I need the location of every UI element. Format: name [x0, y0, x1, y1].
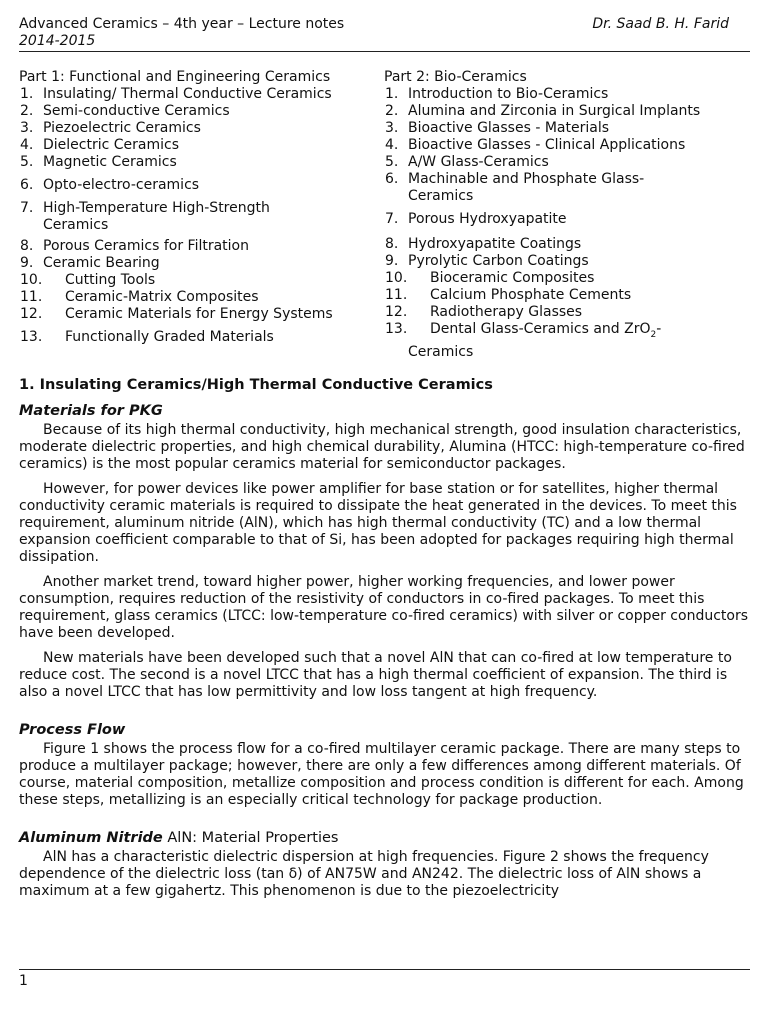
- list-item: [384, 120, 754, 137]
- toc-part2-list: [384, 86, 754, 361]
- list-item-number: 13.: [20, 329, 43, 345]
- list-item-label: Opto-electro-ceramics: [43, 177, 200, 193]
- list-item: [384, 270, 754, 287]
- list-item-label: Porous Hydroxyapatite: [408, 211, 567, 227]
- list-item-number: 3.: [20, 120, 34, 136]
- subsection-title-pkg: Materials for PKG: [19, 403, 163, 419]
- list-item-label: Magnetic Ceramics: [43, 154, 177, 170]
- list-item: [19, 154, 381, 171]
- list-item-number: 7.: [20, 200, 34, 216]
- list-item: [19, 289, 381, 306]
- list-item-label: Ceramic Bearing: [43, 255, 160, 271]
- list-item-subscript: 2: [650, 329, 657, 340]
- list-item: [19, 238, 381, 255]
- page-number: 1: [19, 973, 28, 989]
- list-item-label: Ceramic Materials for Energy Systems: [65, 306, 333, 322]
- paragraph: Because of its high thermal conductivity, high mechanical strength, good insulation characteristics, moderate dielectric properties, and high chemical durability, Alumina (HTCC: high-temperature co-fired ceramics) is the most popular ceramics material for semiconductor packages.: [19, 422, 745, 472]
- list-item-label-continued: Ceramics: [408, 343, 474, 360]
- list-item-label: Porous Ceramics for Filtration: [43, 238, 249, 254]
- list-item: [384, 321, 754, 361]
- list-item: [19, 103, 381, 120]
- list-item: [384, 253, 754, 270]
- list-item-label: Cutting Tools: [65, 272, 156, 288]
- list-item-label: Insulating/ Thermal Conductive Ceramics: [43, 86, 332, 102]
- list-item-number: 2.: [20, 103, 34, 119]
- list-item-number: 7.: [385, 211, 399, 227]
- footer-rule: [19, 969, 750, 970]
- subsection-title-process: Process Flow: [19, 722, 126, 738]
- spacer: [19, 709, 749, 721]
- paragraph: New materials have been developed such that a novel AlN that can co-fired at low temperature to reduce cost. The second is a novel LTCC that has a high thermal coefficient of expansion. The third is also a novel LTCC that has low permittivity and low loss tangent at high frequency.: [19, 650, 732, 700]
- list-item-label: Semi-conductive Ceramics: [43, 103, 230, 119]
- list-item: [384, 287, 754, 304]
- list-item: [19, 272, 381, 289]
- list-item-label: Pyrolytic Carbon Coatings: [408, 253, 589, 269]
- list-item-number: 4.: [20, 137, 34, 153]
- paragraph: Another market trend, toward higher power, higher working frequencies, and lower power consumption, requires reduction of the resistivity of conductors in co-fired packages. To meet this requirement, glass ceramics (LTCC: low-temperature co-fired ceramics) with silver or copper conductors have been developed.: [19, 574, 749, 641]
- list-item-number: 12.: [385, 304, 408, 320]
- toc-part1: [19, 69, 381, 346]
- list-item: [19, 137, 381, 154]
- list-item: [19, 200, 381, 234]
- subsection-title-aln-plain: AlN: Material Properties: [162, 830, 339, 846]
- list-item: [19, 255, 381, 272]
- list-item-number: 6.: [385, 171, 399, 187]
- list-item-number: 8.: [20, 238, 34, 254]
- list-item-label: Ceramic-Matrix Composites: [65, 289, 259, 305]
- list-item: [384, 236, 754, 253]
- list-item-label: Bioactive Glasses - Materials: [408, 120, 609, 136]
- list-item: [19, 306, 381, 323]
- list-item-label: Dental Glass-Ceramics and ZrO: [430, 321, 651, 337]
- list-item-label: Alumina and Zirconia in Surgical Implants: [408, 103, 701, 119]
- header-course-title: Advanced Ceramics – 4th year – Lecture notes: [19, 16, 345, 32]
- subsection-title-aln: [19, 829, 749, 847]
- list-item-number: 2.: [385, 103, 399, 119]
- list-item-number: 9.: [20, 255, 34, 271]
- list-item-number: 10.: [385, 270, 408, 286]
- list-item-label: Hydroxyapatite Coatings: [408, 236, 582, 252]
- list-item: [384, 86, 754, 103]
- list-item: [384, 211, 754, 228]
- section-title: 1. Insulating Ceramics/High Thermal Conductive Ceramics: [19, 377, 493, 393]
- header-year: 2014-2015: [19, 33, 96, 49]
- list-item: [384, 304, 754, 321]
- list-item-number: 5.: [20, 154, 34, 170]
- list-item: [19, 177, 381, 194]
- list-item-label: Functionally Graded Materials: [65, 329, 274, 345]
- paragraph: Figure 1 shows the process flow for a co-fired multilayer ceramic package. There are many steps to produce a multilayer package; however, there are only a few differences among different materials. Of course, material composition, metallize composition and process condition is different for each. Among these steps, metallizing is an especially critical technology for package production.: [19, 741, 744, 808]
- list-item-number: 9.: [385, 253, 399, 269]
- list-item-number: 6.: [20, 177, 34, 193]
- list-item-number: 11.: [20, 289, 43, 305]
- spacer: [19, 817, 749, 829]
- list-item-label: Bioactive Glasses - Clinical Applications: [408, 137, 686, 153]
- list-item-label: A/W Glass-Ceramics: [408, 154, 549, 170]
- list-item-label-suffix: -: [656, 321, 662, 337]
- list-item-label: Radiotherapy Glasses: [430, 304, 583, 320]
- list-item-label: Machinable and Phosphate Glass-: [408, 171, 645, 187]
- list-item-number: 11.: [385, 287, 408, 303]
- list-item-label: Piezoelectric Ceramics: [43, 120, 201, 136]
- list-item: [19, 329, 381, 346]
- list-item-label: Introduction to Bio-Ceramics: [408, 86, 609, 102]
- list-item-label-continued: Ceramics: [408, 188, 474, 204]
- list-item: [384, 171, 754, 205]
- list-item-label: Calcium Phosphate Cements: [430, 287, 632, 303]
- list-item-number: 4.: [385, 137, 399, 153]
- list-item-number: 3.: [385, 120, 399, 136]
- list-item-number: 8.: [385, 236, 399, 252]
- list-item-label-continued: Ceramics: [43, 217, 109, 233]
- toc-part1-list: [19, 86, 381, 346]
- list-item-label: Bioceramic Composites: [430, 270, 595, 286]
- list-item-label: Dielectric Ceramics: [43, 137, 180, 153]
- paragraph: AlN has a characteristic dielectric dispersion at high frequencies. Figure 2 shows the frequency dependence of the dielectric loss (tan δ) of AN75W and AN242. The dielectric loss of AlN shows a maximum at a few gigahertz. This phenomenon is due to the piezoelectricity: [19, 849, 709, 899]
- header-author: Dr. Saad B. H. Farid: [592, 16, 729, 32]
- list-item: [19, 120, 381, 137]
- list-item-number: 13.: [385, 321, 408, 337]
- list-item-number: 12.: [20, 306, 43, 322]
- toc-part1-title: Part 1: Functional and Engineering Ceramics: [19, 69, 331, 85]
- list-item: [384, 154, 754, 171]
- paragraph: However, for power devices like power amplifier for base station or for satellites, higher thermal conductivity ceramic materials is required to dissipate the heat generated in the devices. To meet this requirement, aluminum nitride (AlN), which has high thermal conductivity (TC) and a low thermal expansion coefficient comparable to that of Si, has been adopted for packages requiring high thermal dissipation.: [19, 481, 737, 565]
- list-item: [384, 137, 754, 154]
- list-item-label: High-Temperature High-Strength: [43, 200, 270, 216]
- list-item-number: 5.: [385, 154, 399, 170]
- main-content: [19, 376, 749, 908]
- subsection-title-aln-bold: Aluminum Nitride: [19, 830, 163, 846]
- list-item-number: 1.: [385, 86, 399, 102]
- list-item-number: 10.: [20, 272, 43, 288]
- list-item-number: 1.: [20, 86, 34, 102]
- toc-part2: [384, 69, 754, 361]
- header-rule: [19, 51, 750, 52]
- list-item: [19, 86, 381, 103]
- toc-part2-title: Part 2: Bio-Ceramics: [384, 69, 527, 85]
- list-item: [384, 103, 754, 120]
